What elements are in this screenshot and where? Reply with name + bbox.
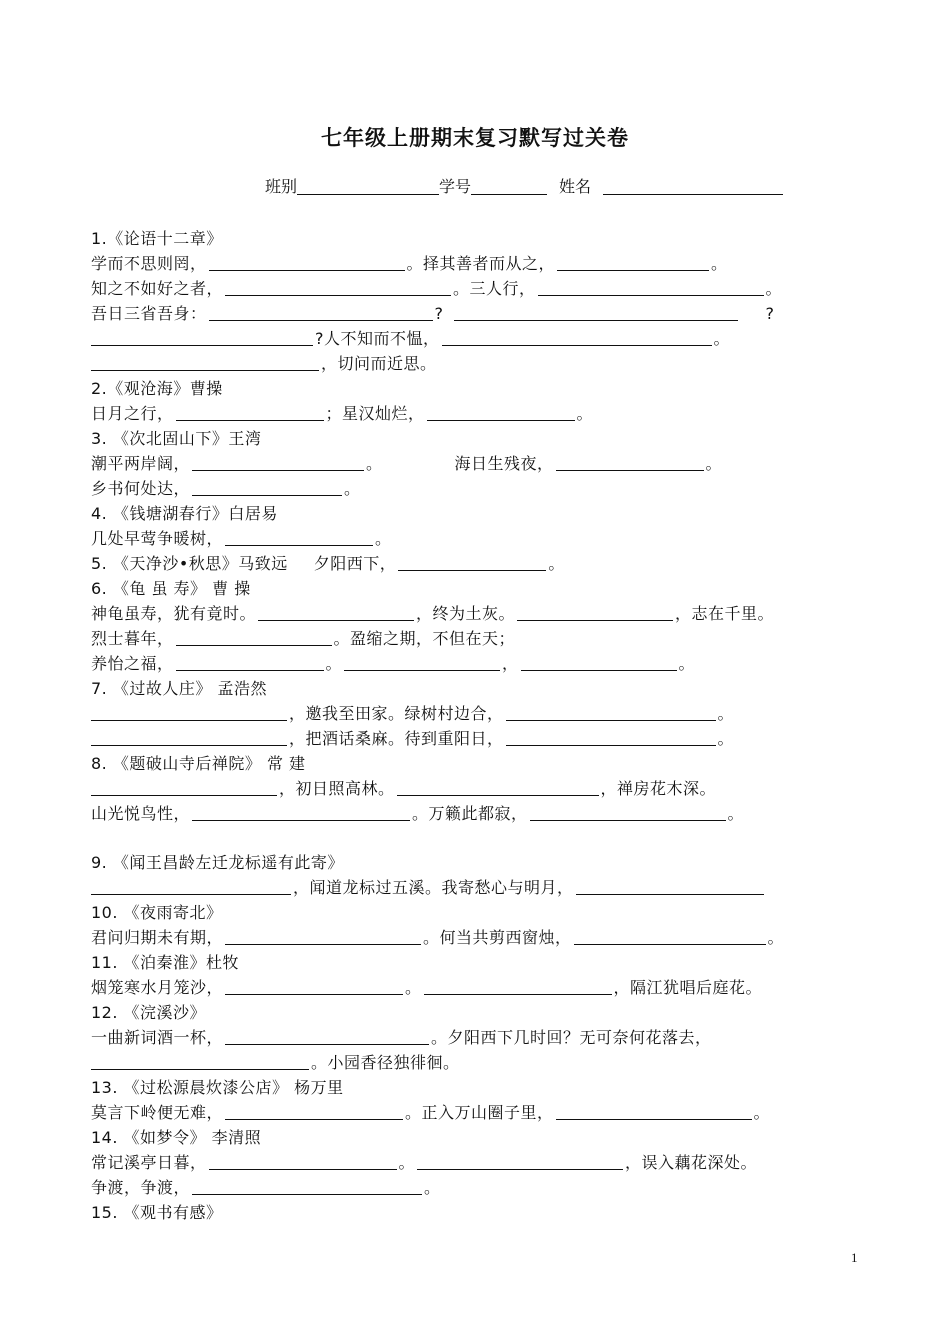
number-label: 学号 xyxy=(439,177,472,196)
answer-blank[interactable] xyxy=(192,478,342,496)
answer-blank[interactable] xyxy=(225,528,373,546)
answer-blank[interactable] xyxy=(91,703,287,721)
answer-blank[interactable] xyxy=(225,278,451,296)
answer-blank[interactable] xyxy=(91,1052,309,1070)
question-line: 吾日三省吾身： ? ? xyxy=(91,304,775,323)
section-heading: 4. 《钱塘湖春行》白居易 xyxy=(91,504,278,523)
question-line: 几处早莺争暖树， 。 xyxy=(91,529,392,548)
answer-blank[interactable] xyxy=(225,927,421,945)
question-line: ，邀我至田家。绿树村边合， 。 xyxy=(91,701,891,726)
answer-blank[interactable] xyxy=(397,778,599,796)
answer-blank[interactable] xyxy=(442,328,712,346)
answer-blank[interactable] xyxy=(556,453,704,471)
section-heading: 11. 《泊秦淮》杜牧 xyxy=(91,953,240,972)
number-blank[interactable] xyxy=(471,178,547,195)
question-line: 山光悦鸟性， 。万籁此都寂， 。 xyxy=(91,804,745,823)
answer-blank[interactable] xyxy=(506,728,716,746)
section-heading: 8. 《题破山寺后禅院》 常 建 xyxy=(91,754,306,773)
question-line: 学而不思则罔， 。择其善者而从之， 。 xyxy=(91,254,728,273)
answer-blank[interactable] xyxy=(557,253,709,271)
answer-blank[interactable] xyxy=(176,403,324,421)
answer-blank[interactable] xyxy=(574,927,766,945)
question-line: ，切问而近思。 xyxy=(91,351,891,376)
question-line: 知之不如好之者， 。三人行， 。 xyxy=(91,279,783,298)
question-line: ，初日照高林。 ，禅房花木深。 xyxy=(91,776,891,801)
question-line: 莫言下岭便无难， 。正入万山圈子里， 。 xyxy=(91,1103,771,1122)
section-heading: 13. 《过松源晨炊漆公店》 杨万里 xyxy=(91,1078,344,1097)
answer-blank[interactable] xyxy=(576,877,764,895)
page-number: 1 xyxy=(851,1250,858,1265)
question-line: 养怡之福， 。 ， 。 xyxy=(91,654,696,673)
answer-blank[interactable] xyxy=(225,977,403,995)
question-line: 烟笼寒水月笼沙， 。 ，隔江犹唱后庭花。 xyxy=(91,978,763,997)
section-heading: 7. 《过故人庄》 孟浩然 xyxy=(91,679,267,698)
section-heading: 14. 《如梦令》 李清照 xyxy=(91,1128,262,1147)
question-line: ，把酒话桑麻。待到重阳日， 。 xyxy=(91,726,891,751)
answer-blank[interactable] xyxy=(517,603,673,621)
question-line: 。小园香径独徘徊。 xyxy=(91,1050,891,1075)
answer-blank[interactable] xyxy=(398,553,546,571)
question-line: 烈士暮年， 。盈缩之期，不但在天； xyxy=(91,629,516,648)
question-line: 5. 《天净沙•秋思》马致远 夕阳西下， 。 xyxy=(91,554,565,573)
question-line: 常记溪亭日暮， 。 ，误入藕花深处。 xyxy=(91,1153,758,1172)
question-line: 争渡，争渡， 。 xyxy=(91,1178,441,1197)
section-heading: 9. 《闻王昌龄左迁龙标遥有此寄》 xyxy=(91,853,344,872)
name-label: 姓名 xyxy=(559,177,592,196)
question-line: 潮平两岸阔， 。 海日生残夜， 。 xyxy=(91,454,723,473)
answer-blank[interactable] xyxy=(225,1027,429,1045)
question-line: ，闻道龙标过五溪。我寄愁心与明月， xyxy=(91,875,891,900)
answer-blank[interactable] xyxy=(91,877,291,895)
answer-blank[interactable] xyxy=(91,778,277,796)
section-heading: 3. 《次北固山下》王湾 xyxy=(91,429,262,448)
answer-blank[interactable] xyxy=(91,728,287,746)
answer-blank[interactable] xyxy=(538,278,764,296)
section-heading: 10. 《夜雨寄北》 xyxy=(91,903,223,922)
answer-blank[interactable] xyxy=(521,653,677,671)
answer-blank[interactable] xyxy=(176,628,332,646)
answer-blank[interactable] xyxy=(91,328,313,346)
answer-blank[interactable] xyxy=(91,353,319,371)
answer-blank[interactable] xyxy=(530,803,726,821)
worksheet-body xyxy=(91,226,891,1225)
question-line: 君问归期未有期， 。何当共剪西窗烛， 。 xyxy=(91,928,785,947)
answer-blank[interactable] xyxy=(506,703,716,721)
question-line: 神龟虽寿，犹有竟时。 ，终为土灰。 ，志在千里。 xyxy=(91,604,775,623)
answer-blank[interactable] xyxy=(424,977,612,995)
answer-blank[interactable] xyxy=(427,403,575,421)
answer-blank[interactable] xyxy=(176,653,324,671)
answer-blank[interactable] xyxy=(225,1102,403,1120)
class-label: 班别 xyxy=(265,177,298,196)
section-heading: 2.《观沧海》曹操 xyxy=(91,379,223,398)
answer-blank[interactable] xyxy=(209,1152,397,1170)
answer-blank[interactable] xyxy=(209,303,433,321)
answer-blank[interactable] xyxy=(192,1177,422,1195)
question-line: 一曲新词酒一杯， 。夕阳西下几时回？无可奈何花落去， xyxy=(91,1028,712,1047)
answer-blank[interactable] xyxy=(192,453,364,471)
section-heading: 6. 《龟 虽 寿》 曹 操 xyxy=(91,579,251,598)
section-heading: 1.《论语十二章》 xyxy=(91,229,223,248)
question-line: ?人不知而不愠， 。 xyxy=(91,326,891,351)
question-line: 乡书何处达， 。 xyxy=(91,479,361,498)
question-line: 日月之行， ；星汉灿烂， 。 xyxy=(91,404,594,423)
page-title: 七年级上册期末复习默写过关卷 xyxy=(321,126,629,150)
answer-blank[interactable] xyxy=(192,803,410,821)
answer-blank[interactable] xyxy=(209,253,405,271)
section-heading: 12. 《浣溪沙》 xyxy=(91,1003,207,1022)
answer-blank[interactable] xyxy=(258,603,414,621)
answer-blank[interactable] xyxy=(454,303,738,321)
answer-blank[interactable] xyxy=(344,653,500,671)
class-blank[interactable] xyxy=(297,178,439,195)
section-heading: 15. 《观书有感》 xyxy=(91,1203,223,1222)
student-info-row xyxy=(265,174,783,197)
answer-blank[interactable] xyxy=(556,1102,752,1120)
name-blank[interactable] xyxy=(603,178,783,195)
answer-blank[interactable] xyxy=(417,1152,623,1170)
